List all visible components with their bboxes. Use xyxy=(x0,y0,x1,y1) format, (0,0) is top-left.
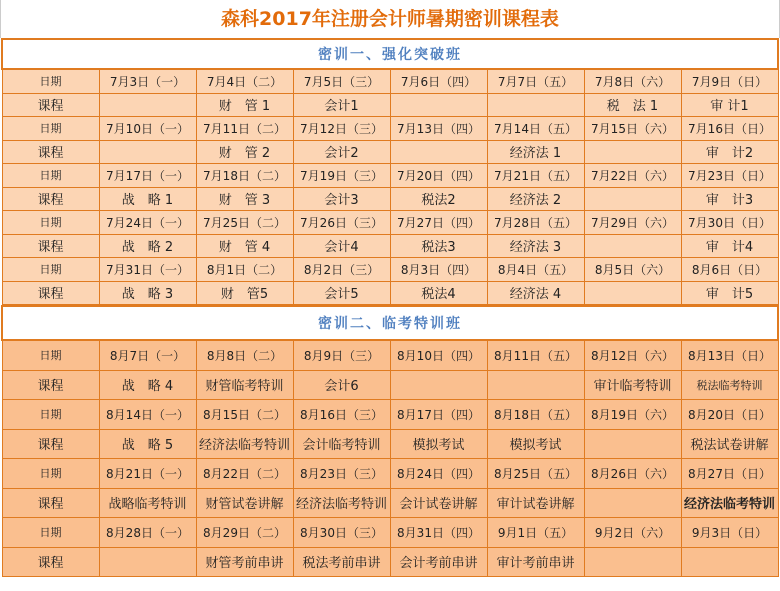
date-cell: 8月20日（日） xyxy=(681,400,778,430)
course-cell: 经济法 4 xyxy=(487,281,584,305)
course-row xyxy=(2,488,778,518)
course-cell: 经济法 2 xyxy=(487,187,584,211)
course-cell: 会计6 xyxy=(293,370,390,400)
course-cell xyxy=(584,140,681,164)
course-label: 课程 xyxy=(2,234,99,258)
course-cell: 战 略 5 xyxy=(99,429,196,459)
course-cell: 税法临考特训 xyxy=(681,370,778,400)
date-cell: 8月29日（二） xyxy=(196,518,293,548)
course-cell: 税法考前串讲 xyxy=(293,547,390,577)
date-cell: 8月23日（三） xyxy=(293,459,390,489)
course-cell: 模拟考试 xyxy=(390,429,487,459)
date-cell: 7月23日（日） xyxy=(681,164,778,188)
course-cell xyxy=(99,547,196,577)
course-cell: 经济法 1 xyxy=(487,140,584,164)
date-cell: 7月5日（三） xyxy=(293,69,390,93)
date-cell: 8月26日（六） xyxy=(584,459,681,489)
course-cell xyxy=(584,187,681,211)
date-row xyxy=(2,459,778,489)
date-cell: 7月30日（日） xyxy=(681,211,778,235)
date-cell: 8月3日（四） xyxy=(390,258,487,282)
course-cell: 税法2 xyxy=(390,187,487,211)
course-row xyxy=(2,234,778,258)
course-cell: 税法3 xyxy=(390,234,487,258)
course-cell: 审计考前串讲 xyxy=(487,547,584,577)
date-cell: 8月11日（五） xyxy=(487,340,584,370)
course-label: 课程 xyxy=(2,140,99,164)
date-cell: 7月21日（五） xyxy=(487,164,584,188)
date-cell: 7月29日（六） xyxy=(584,211,681,235)
course-cell: 会计4 xyxy=(293,234,390,258)
course-label: 课程 xyxy=(2,93,99,117)
course-cell xyxy=(487,370,584,400)
course-label: 课程 xyxy=(2,281,99,305)
date-row xyxy=(2,518,778,548)
date-row xyxy=(2,117,778,141)
course-cell: 财管临考特训 xyxy=(196,370,293,400)
date-cell: 7月14日（五） xyxy=(487,117,584,141)
date-cell: 7月8日（六） xyxy=(584,69,681,93)
course-cell: 经济法 3 xyxy=(487,234,584,258)
course-label: 课程 xyxy=(2,187,99,211)
date-cell: 7月16日（日） xyxy=(681,117,778,141)
date-cell: 9月3日（日） xyxy=(681,518,778,548)
date-cell: 8月15日（二） xyxy=(196,400,293,430)
date-cell: 8月25日（五） xyxy=(487,459,584,489)
course-cell: 模拟考试 xyxy=(487,429,584,459)
date-cell: 7月28日（五） xyxy=(487,211,584,235)
course-row xyxy=(2,547,778,577)
date-cell: 7月27日（四） xyxy=(390,211,487,235)
schedule-table-1 xyxy=(1,38,779,305)
course-cell: 战 略 3 xyxy=(99,281,196,305)
date-cell: 7月24日（一） xyxy=(99,211,196,235)
course-cell: 税法4 xyxy=(390,281,487,305)
date-cell: 7月20日（四） xyxy=(390,164,487,188)
course-label: 课程 xyxy=(2,370,99,400)
date-cell: 8月2日（三） xyxy=(293,258,390,282)
course-cell xyxy=(487,93,584,117)
date-cell: 8月16日（三） xyxy=(293,400,390,430)
date-row xyxy=(2,400,778,430)
date-cell: 8月28日（一） xyxy=(99,518,196,548)
date-cell: 7月13日（四） xyxy=(390,117,487,141)
date-cell: 8月18日（五） xyxy=(487,400,584,430)
date-label: 日期 xyxy=(2,69,99,93)
date-cell: 7月6日（四） xyxy=(390,69,487,93)
date-label: 日期 xyxy=(2,400,99,430)
date-cell: 8月8日（二） xyxy=(196,340,293,370)
date-cell: 7月10日（一） xyxy=(99,117,196,141)
course-cell: 战 略 4 xyxy=(99,370,196,400)
course-cell: 审计试卷讲解 xyxy=(487,488,584,518)
date-row xyxy=(2,164,778,188)
course-cell: 会计3 xyxy=(293,187,390,211)
date-label: 日期 xyxy=(2,164,99,188)
course-cell: 税 法 1 xyxy=(584,93,681,117)
date-cell: 7月7日（五） xyxy=(487,69,584,93)
date-cell: 7月11日（二） xyxy=(196,117,293,141)
date-cell: 9月1日（五） xyxy=(487,518,584,548)
course-cell: 财 管 2 xyxy=(196,140,293,164)
date-cell: 8月4日（五） xyxy=(487,258,584,282)
date-label: 日期 xyxy=(2,211,99,235)
course-cell xyxy=(99,140,196,164)
course-cell: 会计试卷讲解 xyxy=(390,488,487,518)
date-cell: 7月19日（三） xyxy=(293,164,390,188)
section-title: 密训二、临考特训班 xyxy=(2,306,778,340)
course-cell: 战 略 2 xyxy=(99,234,196,258)
date-cell: 7月31日（一） xyxy=(99,258,196,282)
course-row xyxy=(2,93,778,117)
date-cell: 8月7日（一） xyxy=(99,340,196,370)
course-row xyxy=(2,281,778,305)
course-cell: 财管考前串讲 xyxy=(196,547,293,577)
course-cell: 经济法临考特训 xyxy=(681,488,778,518)
date-cell: 7月15日（六） xyxy=(584,117,681,141)
date-cell: 7月18日（二） xyxy=(196,164,293,188)
date-cell: 8月6日（日） xyxy=(681,258,778,282)
date-row xyxy=(2,211,778,235)
course-cell: 会计考前串讲 xyxy=(390,547,487,577)
course-cell: 财 管 3 xyxy=(196,187,293,211)
date-cell: 8月9日（三） xyxy=(293,340,390,370)
date-row xyxy=(2,258,778,282)
course-cell xyxy=(584,281,681,305)
date-cell: 8月5日（六） xyxy=(584,258,681,282)
date-cell: 8月21日（一） xyxy=(99,459,196,489)
course-cell xyxy=(584,429,681,459)
course-cell: 财 管5 xyxy=(196,281,293,305)
course-cell: 财 管 4 xyxy=(196,234,293,258)
date-label: 日期 xyxy=(2,518,99,548)
course-cell xyxy=(681,547,778,577)
course-cell xyxy=(390,140,487,164)
date-cell: 8月22日（二） xyxy=(196,459,293,489)
date-cell: 7月3日（一） xyxy=(99,69,196,93)
course-cell xyxy=(584,488,681,518)
course-cell: 财 管 1 xyxy=(196,93,293,117)
date-cell: 8月1日（二） xyxy=(196,258,293,282)
course-row xyxy=(2,429,778,459)
date-cell: 7月9日（日） xyxy=(681,69,778,93)
date-cell: 8月12日（六） xyxy=(584,340,681,370)
course-cell: 经济法临考特训 xyxy=(196,429,293,459)
course-cell: 审 计5 xyxy=(681,281,778,305)
date-cell: 8月13日（日） xyxy=(681,340,778,370)
course-cell: 会计1 xyxy=(293,93,390,117)
course-cell: 战 略 1 xyxy=(99,187,196,211)
course-cell: 财管试卷讲解 xyxy=(196,488,293,518)
course-cell: 审计临考特训 xyxy=(584,370,681,400)
page-title: 森科2017年注册会计师暑期密训课程表 xyxy=(0,0,780,38)
date-cell: 7月26日（三） xyxy=(293,211,390,235)
course-cell xyxy=(584,234,681,258)
date-row xyxy=(2,340,778,370)
date-label: 日期 xyxy=(2,117,99,141)
course-label: 课程 xyxy=(2,429,99,459)
section-title: 密训一、强化突破班 xyxy=(2,39,778,69)
course-cell: 会计5 xyxy=(293,281,390,305)
course-row xyxy=(2,187,778,211)
course-cell: 战略临考特训 xyxy=(99,488,196,518)
date-cell: 8月30日（三） xyxy=(293,518,390,548)
course-cell: 审 计4 xyxy=(681,234,778,258)
date-cell: 8月17日（四） xyxy=(390,400,487,430)
date-label: 日期 xyxy=(2,459,99,489)
course-label: 课程 xyxy=(2,488,99,518)
date-label: 日期 xyxy=(2,340,99,370)
date-cell: 7月12日（三） xyxy=(293,117,390,141)
date-cell: 8月27日（日） xyxy=(681,459,778,489)
date-cell: 8月10日（四） xyxy=(390,340,487,370)
course-cell xyxy=(584,547,681,577)
date-cell: 9月2日（六） xyxy=(584,518,681,548)
course-cell xyxy=(99,93,196,117)
schedule-table-2 xyxy=(1,305,779,577)
date-cell: 7月22日（六） xyxy=(584,164,681,188)
course-cell: 审 计3 xyxy=(681,187,778,211)
date-cell: 8月24日（四） xyxy=(390,459,487,489)
course-row xyxy=(2,140,778,164)
course-cell: 经济法临考特训 xyxy=(293,488,390,518)
course-cell xyxy=(390,93,487,117)
date-row xyxy=(2,69,778,93)
course-cell: 审 计1 xyxy=(681,93,778,117)
course-row xyxy=(2,370,778,400)
course-label: 课程 xyxy=(2,547,99,577)
course-cell xyxy=(390,370,487,400)
course-cell: 税法试卷讲解 xyxy=(681,429,778,459)
date-cell: 8月14日（一） xyxy=(99,400,196,430)
date-label: 日期 xyxy=(2,258,99,282)
date-cell: 7月17日（一） xyxy=(99,164,196,188)
date-cell: 8月19日（六） xyxy=(584,400,681,430)
course-cell: 会计临考特训 xyxy=(293,429,390,459)
date-cell: 7月25日（二） xyxy=(196,211,293,235)
course-cell: 会计2 xyxy=(293,140,390,164)
date-cell: 7月4日（二） xyxy=(196,69,293,93)
date-cell: 8月31日（四） xyxy=(390,518,487,548)
course-cell: 审 计2 xyxy=(681,140,778,164)
